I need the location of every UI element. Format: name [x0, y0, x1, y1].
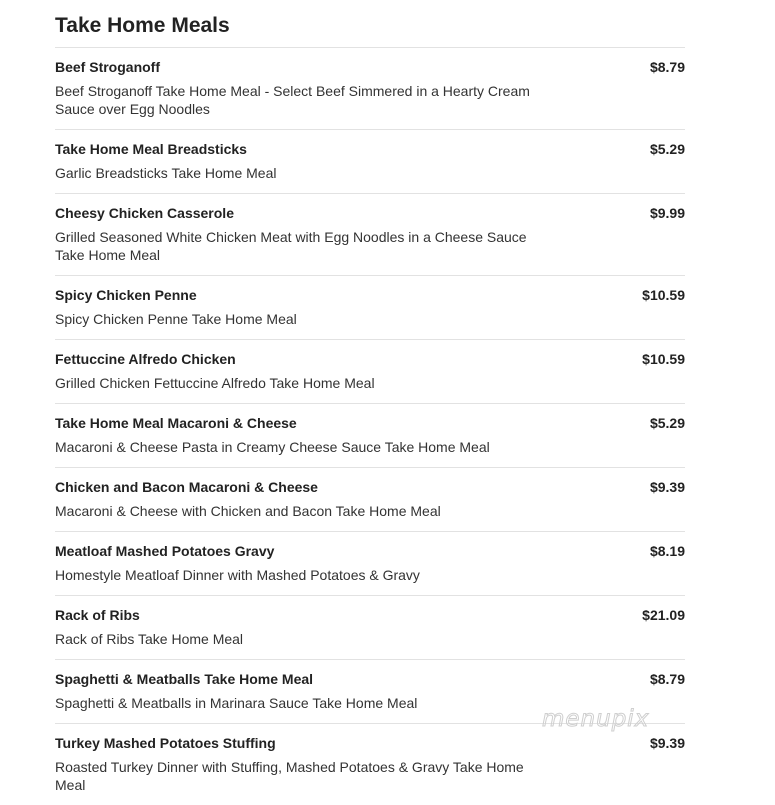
- item-price: $8.79: [649, 59, 685, 75]
- menu-item: [55, 596, 685, 660]
- item-name: Turkey Mashed Potatoes Stuffing: [55, 735, 276, 751]
- item-price: $21.09: [642, 607, 685, 623]
- item-price: $9.99: [649, 205, 685, 221]
- menu-item: [55, 48, 685, 130]
- item-description: Beef Stroganoff Take Home Meal - Select Beef Simmered in a Hearty Cream Sauce over Egg Noodles: [55, 83, 530, 117]
- item-description: Macaroni & Cheese Pasta in Creamy Cheese Sauce Take Home Meal: [55, 439, 490, 455]
- item-description: Spicy Chicken Penne Take Home Meal: [55, 311, 297, 327]
- item-description: Garlic Breadsticks Take Home Meal: [55, 165, 277, 181]
- menu-item: [55, 276, 685, 340]
- item-description: Homestyle Meatloaf Dinner with Mashed Potatoes & Gravy: [55, 567, 420, 583]
- menupix-watermark: menupix: [542, 706, 650, 732]
- menu-item: [55, 532, 685, 596]
- item-name: Fettuccine Alfredo Chicken: [55, 351, 236, 367]
- menu-item: [55, 724, 685, 805]
- item-price: $8.79: [649, 671, 685, 687]
- menu-section: [55, 0, 685, 805]
- item-price: $5.29: [649, 415, 685, 431]
- item-name: Take Home Meal Macaroni & Cheese: [55, 415, 297, 431]
- item-price: $9.39: [649, 479, 685, 495]
- item-description: Macaroni & Cheese with Chicken and Bacon Take Home Meal: [55, 503, 441, 519]
- item-price: $8.19: [649, 543, 685, 559]
- item-name: Spaghetti & Meatballs Take Home Meal: [55, 671, 314, 687]
- item-name: Meatloaf Mashed Potatoes Gravy: [55, 543, 275, 559]
- item-name: Chicken and Bacon Macaroni & Cheese: [55, 479, 318, 495]
- menu-item: [55, 194, 685, 276]
- section-title: Take Home Meals: [55, 0, 685, 48]
- item-description: Rack of Ribs Take Home Meal: [55, 631, 244, 647]
- item-description: Grilled Chicken Fettuccine Alfredo Take Home Meal: [55, 375, 375, 391]
- item-description: Roasted Turkey Dinner with Stuffing, Mashed Potatoes & Gravy Take Home Meal: [55, 759, 524, 793]
- menu-item: [55, 404, 685, 468]
- menu-item-list: [55, 48, 685, 805]
- menu-item: [55, 130, 685, 194]
- menu-item: [55, 340, 685, 404]
- item-name: Take Home Meal Breadsticks: [55, 141, 247, 157]
- menu-item: [55, 468, 685, 532]
- item-price: $9.39: [649, 735, 685, 751]
- item-name: Rack of Ribs: [55, 607, 140, 623]
- item-price: $10.59: [642, 287, 685, 303]
- item-description: Grilled Seasoned White Chicken Meat with Egg Noodles in a Cheese Sauce Take Home Meal: [55, 229, 527, 263]
- item-price: $10.59: [642, 351, 685, 367]
- item-name: Spicy Chicken Penne: [55, 287, 197, 303]
- item-description: Spaghetti & Meatballs in Marinara Sauce Take Home Meal: [55, 695, 418, 711]
- item-name: Cheesy Chicken Casserole: [55, 205, 234, 221]
- item-price: $5.29: [649, 141, 685, 157]
- item-name: Beef Stroganoff: [55, 59, 160, 75]
